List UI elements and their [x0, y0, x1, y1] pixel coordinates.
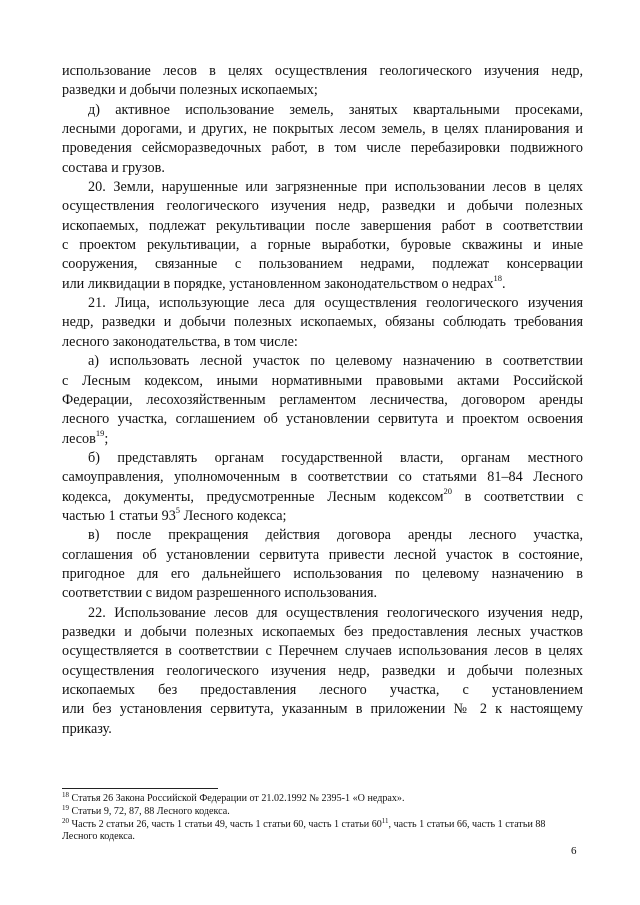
line-text: самоуправления, уполномоченным в соответствии со статьями 81–84 Лесного [62, 469, 583, 486]
line-text: недр, разведки и добычи полезных ископаемых, обязаны соблюдать требования [62, 314, 583, 331]
line-text: д) активное использование земель, занятых квартальными просеками, [88, 101, 583, 118]
footnote-text: Статья 26 Закона Российской Федерации от 21.02.1992 № 2395-1 «О недрах». [69, 793, 405, 804]
footnote-ref: 18 [493, 272, 503, 283]
line-text: разведки и добычи полезных ископаемых без предоставления лесных участков [62, 623, 583, 640]
footnote [62, 790, 582, 806]
text-line [62, 139, 583, 158]
line-text: лесными дорогами, и других, не покрытых лесом земель, в целях планирования и [62, 121, 583, 138]
footnote-number: 20 [62, 816, 69, 825]
line-text: состава и грузов. [62, 159, 165, 176]
line-text: 20. Земли, нарушенные или загрязненные при использовании лесов в целях [88, 179, 583, 196]
text-line [62, 449, 583, 468]
text-line [62, 507, 583, 526]
line-text: разведки и добычи полезных ископаемых; [62, 82, 318, 99]
text-line [62, 485, 583, 507]
text-line [62, 410, 583, 429]
line-text: осуществляется в соответствии с Перечнем случаев использования лесов в целях [62, 643, 583, 660]
text-line [62, 427, 583, 449]
footnote-text-after: , часть 1 статьи 66, часть 1 статьи 88 [388, 818, 546, 830]
text-line [62, 642, 583, 661]
text-line [62, 272, 583, 294]
footnote-number: 18 [62, 790, 69, 799]
line-text-after: Лесного кодекса; [180, 507, 287, 524]
footnote-ref: 20 [443, 485, 452, 496]
line-text: ископаемых без предоставления лесного участка, с установлением [62, 682, 583, 698]
text-line [62, 120, 583, 139]
line-text: использование лесов в целях осуществления геологического изучения недр, [62, 63, 583, 79]
text-line [62, 526, 583, 545]
line-text: сооружения, связанные с пользованием недрами, подлежат консервации [62, 256, 583, 273]
line-text-after: ; [104, 430, 109, 447]
text-line [62, 565, 583, 584]
line-text: лесов [62, 430, 96, 447]
line-text-after: в соответствии с [451, 488, 583, 505]
footnote [62, 831, 582, 844]
text-line [62, 197, 583, 216]
line-text: 21. Лица, использующие леса для осуществления геологического изучения [88, 295, 583, 312]
line-text: б) представлять органам государственной власти, органам местного [88, 449, 583, 466]
text-line [62, 101, 583, 120]
line-text: осуществления геологического изучения недр, разведки и добычи полезных [62, 198, 583, 215]
text-line [62, 546, 583, 565]
footnote-text: Статьи 9, 72, 87, 88 Лесного кодекса. [69, 805, 230, 817]
text-line [62, 81, 583, 100]
footnote-text: Лесного кодекса. [62, 831, 135, 843]
text-line [62, 372, 583, 391]
text-line [62, 681, 583, 700]
line-text: соглашения об установлении сервитута привести лесной участок в состояние, [62, 546, 583, 563]
footnote [62, 816, 582, 832]
line-text: или ликвидации в порядке, установленном законодательством о недрах [62, 275, 494, 292]
text-line [62, 178, 583, 197]
line-text-after: . [502, 275, 506, 292]
line-text: соответствии с видом разрешенного использования. [62, 585, 378, 602]
line-text: осуществления геологического изучения недр, разведки и добычи полезных [62, 662, 583, 679]
line-text: кодекса, документы, предусмотренные Лесным кодексом [62, 488, 444, 505]
line-text: проведения сейсморазведочных работ, в том числе перебазировки подвижного [62, 140, 583, 157]
footnote-text: Часть 2 статьи 26, часть 1 статьи 49, часть 1 статьи 60, часть 1 статьи 60 [69, 818, 382, 830]
footnotes [62, 790, 582, 844]
text-line [62, 352, 583, 371]
text-line [62, 333, 583, 352]
footnote-number: 19 [62, 803, 69, 812]
line-text: лесного участка, соглашением об установлении сервитута и проектом освоения [62, 411, 583, 428]
line-text: с проектом рекультивации, а горные выработки, буровые скважины и иные [62, 237, 583, 254]
text-line [62, 159, 583, 178]
text-line [62, 236, 583, 255]
line-text: приказу. [62, 720, 112, 737]
line-text: Федерации, лесохозяйственным регламентом лесничества, договором аренды [62, 391, 583, 408]
line-text: с Лесным кодексом, иными нормативными правовыми актами Российской [62, 372, 583, 389]
text-line [62, 700, 583, 719]
text-line [62, 217, 583, 236]
page-number: 6 [571, 845, 577, 857]
footnote-inner-sup: 11 [381, 816, 389, 825]
text-line [62, 604, 583, 623]
line-text: или без установления сервитута, указанным в приложении № 2 к настоящему [62, 701, 583, 718]
line-text: 22. Использование лесов для осуществления геологического изучения недр, [88, 604, 583, 621]
line-text: лесного законодательства, в том числе: [62, 333, 298, 350]
text-line [62, 662, 583, 681]
text-line [62, 313, 583, 332]
text-line [62, 391, 583, 410]
footnote-separator [62, 788, 218, 789]
text-line [62, 623, 583, 642]
text-line [62, 255, 583, 274]
body-text [62, 62, 583, 739]
line-text: а) использовать лесной участок по целевому назначению в соответствии [88, 353, 583, 370]
footnote-ref: 5 [175, 505, 181, 516]
text-line [62, 720, 583, 739]
line-text: пригодное для его дальнейшего использования по целевому назначению в [62, 565, 583, 582]
text-line [62, 468, 583, 487]
footnote-ref: 19 [95, 427, 105, 438]
footnote [62, 803, 582, 819]
line-text: ископаемых, подлежат рекультивации после завершения работ в соответствии [62, 217, 583, 234]
line-text: частью 1 статьи 93 [62, 507, 176, 524]
text-line [62, 584, 583, 603]
text-line [62, 62, 583, 81]
text-line [62, 294, 583, 313]
line-text: в) после прекращения действия договора аренды лесного участка, [88, 527, 583, 544]
